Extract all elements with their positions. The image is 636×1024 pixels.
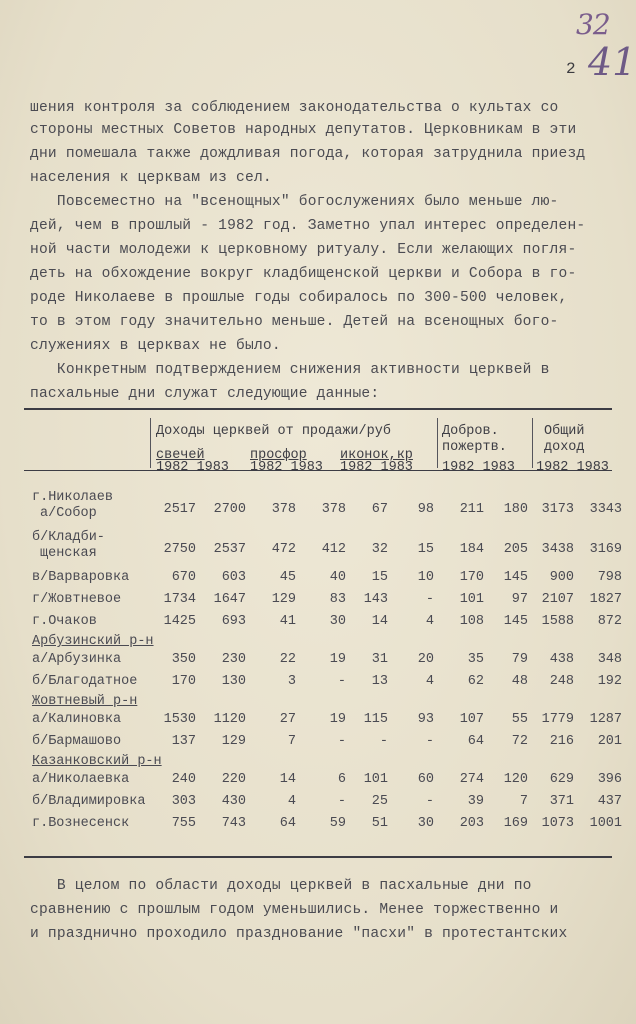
header-sales-group: Доходы церквей от продажи/руб bbox=[156, 424, 391, 439]
table-cell: 22 bbox=[279, 652, 296, 667]
row-label: г/Жовтневое bbox=[32, 592, 122, 607]
table-cell: 98 bbox=[417, 502, 434, 517]
table-cell: 1779 bbox=[541, 712, 574, 727]
table-cell: - bbox=[425, 734, 434, 749]
table-cell: 59 bbox=[329, 816, 346, 831]
table-cell: 14 bbox=[279, 772, 296, 787]
table-cell: 169 bbox=[503, 816, 528, 831]
table-cell: 101 bbox=[459, 592, 484, 607]
table-cell: 371 bbox=[549, 794, 574, 809]
table-cell: 120 bbox=[503, 772, 528, 787]
row-label: г.Очаков bbox=[32, 614, 97, 629]
table-cell: 62 bbox=[467, 674, 484, 689]
table-cell: 7 bbox=[287, 734, 296, 749]
table-cell: 130 bbox=[221, 674, 246, 689]
row-label: б/Благодатное bbox=[32, 674, 138, 689]
table-cell: 230 bbox=[221, 652, 246, 667]
text-line: сравнению с прошлым годом уменьшились. Менее торжественно и bbox=[30, 902, 559, 918]
table-cell: 41 bbox=[279, 614, 296, 629]
table-cell: 170 bbox=[171, 674, 196, 689]
table-cell: 64 bbox=[467, 734, 484, 749]
table-cell: 15 bbox=[371, 570, 388, 585]
table-cell: 2700 bbox=[213, 502, 246, 517]
table-cell: 101 bbox=[363, 772, 388, 787]
table-cell: 4 bbox=[287, 794, 296, 809]
table-cell: 348 bbox=[597, 652, 622, 667]
text-line: то в этом году значительно меньше. Детей на всенощных бого- bbox=[30, 314, 559, 330]
table-cell: 143 bbox=[363, 592, 388, 607]
table-cell: 170 bbox=[459, 570, 484, 585]
table-cell: - bbox=[337, 674, 346, 689]
table-cell: 1073 bbox=[541, 816, 574, 831]
text-line: шения контроля за соблюдением законодательства о культах со bbox=[30, 100, 559, 116]
table-cell: - bbox=[379, 734, 388, 749]
header-icons: иконок,кр bbox=[340, 448, 413, 463]
header-years: 1982 1983 bbox=[250, 460, 323, 475]
table-cell: 220 bbox=[221, 772, 246, 787]
table-cell: 201 bbox=[597, 734, 622, 749]
table-cell: 1530 bbox=[163, 712, 196, 727]
district-heading: Арбузинский р-н bbox=[32, 634, 154, 649]
text-line: деть на обхождение вокруг кладбищенской церкви и Собора в го- bbox=[30, 266, 577, 282]
table-cell: 755 bbox=[171, 816, 196, 831]
district-heading: Жовтневый р-н bbox=[32, 694, 138, 709]
column-separator bbox=[437, 418, 438, 468]
header-total-2: доход bbox=[544, 440, 585, 455]
table-cell: 27 bbox=[279, 712, 296, 727]
table-cell: 438 bbox=[549, 652, 574, 667]
text-line: Конкретным подтверждением снижения активности церквей в bbox=[30, 362, 550, 378]
table-cell: 67 bbox=[371, 502, 388, 517]
table-cell: 378 bbox=[321, 502, 346, 517]
table-cell: 437 bbox=[597, 794, 622, 809]
table-cell: 670 bbox=[171, 570, 196, 585]
row-label: в/Варваровка bbox=[32, 570, 130, 585]
table-cell: 2517 bbox=[163, 502, 196, 517]
table-cell: 15 bbox=[417, 542, 434, 557]
table-cell: 1001 bbox=[589, 816, 622, 831]
table-cell: 60 bbox=[417, 772, 434, 787]
text-line: стороны местных Советов народных депутатов. Церковникам в эти bbox=[30, 122, 577, 138]
table-cell: 872 bbox=[597, 614, 622, 629]
text-line: дни помешала также дождливая погода, которая затруднила приезд bbox=[30, 146, 586, 162]
row-label: б/Кладби- bbox=[32, 530, 105, 545]
table-cell: 274 bbox=[459, 772, 484, 787]
table-cell: 6 bbox=[337, 772, 346, 787]
table-cell: 192 bbox=[597, 674, 622, 689]
table-cell: 39 bbox=[467, 794, 484, 809]
table-cell: 129 bbox=[271, 592, 296, 607]
row-label: г.Николаев bbox=[32, 490, 114, 505]
table-cell: - bbox=[337, 734, 346, 749]
table-top-rule bbox=[24, 408, 612, 410]
row-label: а/Николаевка bbox=[32, 772, 130, 787]
text-line: ной части молодежи к церковному ритуалу. Если желающих погля- bbox=[30, 242, 577, 258]
header-candles: свечей bbox=[156, 448, 205, 463]
table-cell: 10 bbox=[417, 570, 434, 585]
table-cell: 240 bbox=[171, 772, 196, 787]
table-cell: 19 bbox=[329, 652, 346, 667]
table-cell: 378 bbox=[271, 502, 296, 517]
table-cell: 798 bbox=[597, 570, 622, 585]
text-line: пасхальные дни служат следующие данные: bbox=[30, 386, 380, 402]
table-cell: 248 bbox=[549, 674, 574, 689]
table-cell: 216 bbox=[549, 734, 574, 749]
table-cell: - bbox=[425, 592, 434, 607]
header-prosphora: просфор bbox=[250, 448, 307, 463]
table-cell: 4 bbox=[425, 614, 434, 629]
header-years: 1982 1983 bbox=[536, 460, 609, 475]
table-cell: 3343 bbox=[589, 502, 622, 517]
table-cell: 211 bbox=[459, 502, 484, 517]
table-cell: 20 bbox=[417, 652, 434, 667]
table-cell: 145 bbox=[503, 570, 528, 585]
table-cell: 3438 bbox=[541, 542, 574, 557]
table-bottom-rule bbox=[24, 856, 612, 858]
table-cell: 93 bbox=[417, 712, 434, 727]
header-total: Общий bbox=[544, 424, 585, 439]
row-label: г.Вознесенск bbox=[32, 816, 130, 831]
text-line: служениях в церквах не было. bbox=[30, 338, 281, 354]
table-cell: 137 bbox=[171, 734, 196, 749]
table-cell: 472 bbox=[271, 542, 296, 557]
table-cell: 629 bbox=[549, 772, 574, 787]
row-label: б/Бармашово bbox=[32, 734, 122, 749]
table-cell: 32 bbox=[371, 542, 388, 557]
row-label-2: а/Собор bbox=[40, 506, 97, 521]
table-cell: 412 bbox=[321, 542, 346, 557]
text-line: дей, чем в прошлый - 1982 год. Заметно упал интерес определен- bbox=[30, 218, 586, 234]
table-cell: 97 bbox=[511, 592, 528, 607]
table-cell: 900 bbox=[549, 570, 574, 585]
table-cell: 184 bbox=[459, 542, 484, 557]
table-cell: 115 bbox=[363, 712, 388, 727]
header-donations: Добров. bbox=[442, 424, 499, 439]
column-separator bbox=[532, 418, 533, 468]
table-cell: 1287 bbox=[589, 712, 622, 727]
text-line: населения к церквам из сел. bbox=[30, 170, 272, 186]
archive-stamp-number: 32 bbox=[576, 8, 610, 41]
table-cell: 203 bbox=[459, 816, 484, 831]
table-cell: - bbox=[425, 794, 434, 809]
text-line: роде Николаеве в прошлые годы собиралось по 300-500 человек, bbox=[30, 290, 568, 306]
table-cell: 4 bbox=[425, 674, 434, 689]
table-cell: 107 bbox=[459, 712, 484, 727]
table-cell: 693 bbox=[221, 614, 246, 629]
text-line: и празднично проходило празднование "пасхи" в протестантских bbox=[30, 926, 568, 942]
table-cell: 1827 bbox=[589, 592, 622, 607]
table-cell: 129 bbox=[221, 734, 246, 749]
table-cell: 145 bbox=[503, 614, 528, 629]
table-cell: 51 bbox=[371, 816, 388, 831]
district-heading: Казанковский р-н bbox=[32, 754, 162, 769]
table-cell: 1588 bbox=[541, 614, 574, 629]
table-cell: 603 bbox=[221, 570, 246, 585]
table-cell: 83 bbox=[329, 592, 346, 607]
table-cell: 743 bbox=[221, 816, 246, 831]
table-cell: 2750 bbox=[163, 542, 196, 557]
column-separator bbox=[150, 418, 151, 468]
table-cell: 350 bbox=[171, 652, 196, 667]
table-cell: 45 bbox=[279, 570, 296, 585]
header-years: 1982 1983 bbox=[442, 460, 515, 475]
table-cell: 180 bbox=[503, 502, 528, 517]
table-cell: 13 bbox=[371, 674, 388, 689]
table-cell: 31 bbox=[371, 652, 388, 667]
row-label: б/Владимировка bbox=[32, 794, 146, 809]
table-cell: 2107 bbox=[541, 592, 574, 607]
table-cell: 30 bbox=[329, 614, 346, 629]
table-cell: 205 bbox=[503, 542, 528, 557]
row-label-2: щенская bbox=[40, 546, 97, 561]
row-label: а/Арбузинка bbox=[32, 652, 122, 667]
table-cell: 1647 bbox=[213, 592, 246, 607]
table-cell: 72 bbox=[511, 734, 528, 749]
table-cell: 35 bbox=[467, 652, 484, 667]
row-label: а/Калиновка bbox=[32, 712, 122, 727]
page-number: 2 bbox=[566, 60, 576, 78]
text-line: Повсеместно на "всенощных" богослужениях было меньше лю- bbox=[30, 194, 559, 210]
table-cell: 3 bbox=[287, 674, 296, 689]
table-cell: - bbox=[337, 794, 346, 809]
table-cell: 396 bbox=[597, 772, 622, 787]
table-cell: 303 bbox=[171, 794, 196, 809]
folio-number: 41 bbox=[588, 40, 636, 84]
table-cell: 2537 bbox=[213, 542, 246, 557]
table-cell: 3169 bbox=[589, 542, 622, 557]
header-donations-2: пожертв. bbox=[442, 440, 507, 455]
table-cell: 19 bbox=[329, 712, 346, 727]
table-cell: 64 bbox=[279, 816, 296, 831]
table-cell: 30 bbox=[417, 816, 434, 831]
table-cell: 48 bbox=[511, 674, 528, 689]
table-cell: 14 bbox=[371, 614, 388, 629]
header-years: 1982 1983 bbox=[156, 460, 229, 475]
table-cell: 108 bbox=[459, 614, 484, 629]
table-cell: 55 bbox=[511, 712, 528, 727]
table-cell: 430 bbox=[221, 794, 246, 809]
table-cell: 1734 bbox=[163, 592, 196, 607]
table-cell: 7 bbox=[519, 794, 528, 809]
table-cell: 79 bbox=[511, 652, 528, 667]
table-cell: 25 bbox=[371, 794, 388, 809]
text-line: В целом по области доходы церквей в пасхальные дни по bbox=[30, 878, 532, 894]
table-cell: 1425 bbox=[163, 614, 196, 629]
table-cell: 3173 bbox=[541, 502, 574, 517]
table-cell: 40 bbox=[329, 570, 346, 585]
header-years: 1982 1983 bbox=[340, 460, 413, 475]
table-cell: 1120 bbox=[213, 712, 246, 727]
